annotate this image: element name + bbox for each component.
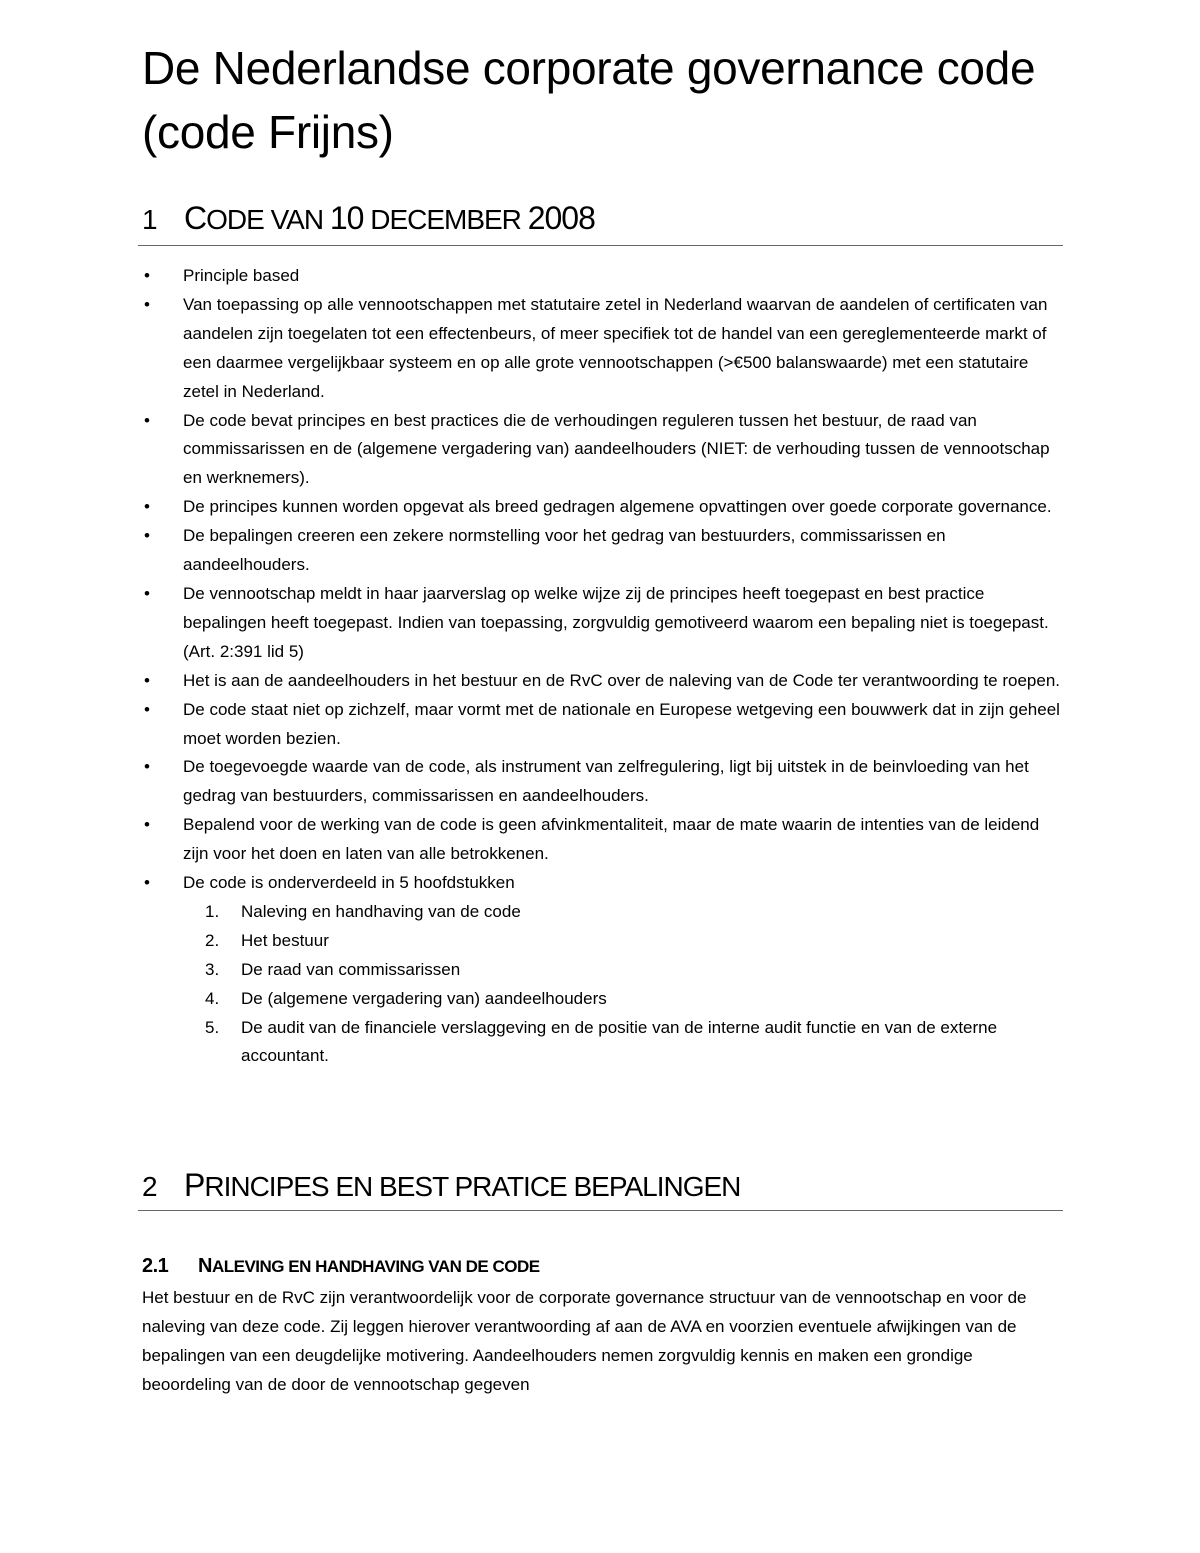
list-item: • Van toepassing op alle vennootschappen met statutaire zetel in Nederland waarvan de aandelen of certificaten van aandelen zijn toegelaten tot een effectenbeurs, of meer specifiek tot de handel van een gereglementeerde markt of een daarmee vergelijkbaar systeem en op alle grote vennootschappen (>€500 balanswaarde) met een statutaire zetel in Nederland. [142, 291, 1062, 407]
chapter-item: 5. De audit van de financiele verslaggeving en de positie van de interne audit functie en van de externe accountant. [205, 1017, 998, 1066]
bullet-icon: • [144, 699, 150, 719]
section-2-heading: 2 PRINCIPES EN BEST PRATICE BEPALINGEN [142, 1165, 1062, 1207]
section-1-bullet-list [142, 262, 1062, 1071]
bullet-icon: • [144, 873, 150, 893]
list-item: • Bepalend voor de werking van de code is geen afvinkmentaliteit, maar de mate waarin de intenties van de leidend zijn voor het doen en laten van alle betrokkenen. [142, 811, 1062, 869]
bullet-icon: • [144, 757, 150, 777]
chapter-sublist-container [142, 898, 1062, 1071]
list-item: • De code is onderverdeeld in 5 hoofdstukken [142, 869, 1062, 898]
subsection-2-1-paragraph: Het bestuur en de RvC zijn verantwoordelijk voor de corporate governance structuur van de vennootschap en voor de naleving van deze code. Zij leggen hierover verantwoording af aan de AVA en voorzien eventuele afwijkingen van de bepalingen van een deugdelijke motivering. Aandeelhouders nemen zorgvuldig kennis en maken een grondige beoordeling van de door de vennootschap gegeven [142, 1288, 1027, 1394]
document-title: De Nederlandse corporate governance code (code Frijns) [142, 42, 1036, 158]
chapter-list [142, 898, 1062, 1071]
list-item: • De toegevoegde waarde van de code, als instrument van zelfregulering, ligt bij uitstek in de beinvloeding van het gedrag van bestuurders, commissarissen en aandeelhouders. [142, 753, 1062, 811]
chapter-item: 4. De (algemene vergadering van) aandeelhouders [205, 988, 607, 1008]
bullet-icon: • [144, 815, 150, 835]
list-item: • De principes kunnen worden opgevat als breed gedragen algemene opvattingen over goede corporate governance. [142, 493, 1062, 522]
bullet-icon: • [144, 266, 150, 285]
list-item: • Principle based [142, 262, 1062, 291]
bullet-icon: • [144, 583, 150, 603]
section-1-heading: 1 CODE VAN 10 DECEMBER 2008 [142, 198, 1062, 240]
bullet-icon: • [144, 410, 150, 430]
list-item: • Het is aan de aandeelhouders in het bestuur en de RvC over de naleving van de Code ter verantwoording te roepen. [142, 667, 1062, 696]
bullet-icon: • [144, 526, 150, 546]
chapter-item: 2. Het bestuur [205, 930, 329, 950]
subsection-2-1-number: 2.1 [142, 1255, 169, 1277]
subsection-2-1-heading: 2.1 NALEVING EN HANDHAVING VAN DE CODE [142, 1255, 540, 1277]
bullet-icon: • [144, 497, 150, 517]
section-2-number: 2 [142, 1171, 157, 1202]
bullet-icon: • [144, 294, 150, 314]
chapter-item: 3. De raad van commissarissen [205, 959, 461, 979]
list-item: • De vennootschap meldt in haar jaarverslag op welke wijze zij de principes heeft toegepast en best practice bepalingen heeft toegepast. Indien van toepassing, zorgvuldig gemotiveerd waarom een bepaling niet is toegepast. (Art. 2:391 lid 5) [142, 580, 1062, 667]
list-item: • De code staat niet op zichzelf, maar vormt met de nationale en Europese wetgeving een bouwwerk dat in zijn geheel moet worden bezien. [142, 696, 1062, 754]
section-1-rule [138, 245, 1063, 246]
section-1-number: 1 [142, 204, 157, 235]
bullet-icon: • [144, 670, 150, 690]
list-item: • De bepalingen creeren een zekere normstelling voor het gedrag van bestuurders, commissarissen en aandeelhouders. [142, 522, 1062, 580]
chapter-item: 1. Naleving en handhaving van de code [205, 901, 521, 921]
section-2-rule [138, 1210, 1063, 1211]
list-item: • De code bevat principes en best practices die de verhoudingen reguleren tussen het bestuur, de raad van commissarissen en de (algemene vergadering van) aandeelhouders (NIET: de verhouding tussen de vennootschap en werknemers). [142, 407, 1062, 494]
